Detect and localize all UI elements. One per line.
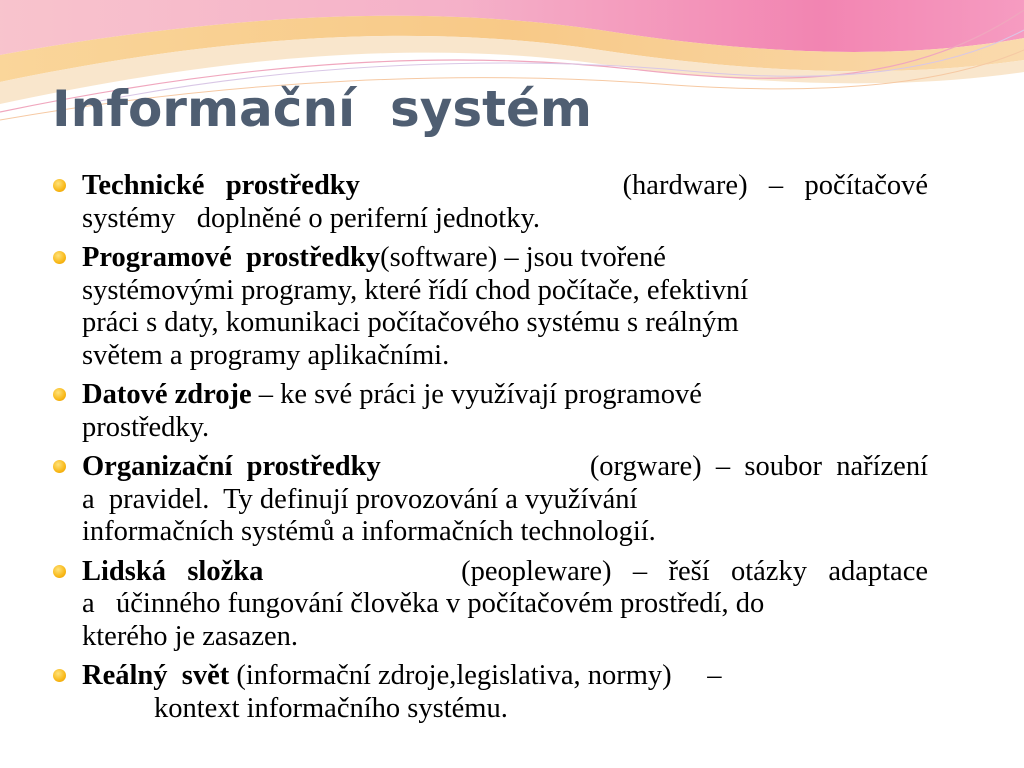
bullet-text: (orgware) – soubor nařízení — [589, 451, 928, 482]
bullet-dot-icon — [53, 460, 66, 473]
bullet-term: Programové prostředky — [82, 242, 381, 273]
bullet-text: (hardware) – počítačové — [622, 170, 928, 201]
bullet-item-orgware — [52, 451, 952, 549]
bullet-dot-icon — [53, 179, 66, 192]
bullet-dot-icon — [53, 565, 66, 578]
bullet-line — [82, 242, 952, 275]
bullet-text: a pravidel. Ty definují provozování a využívání — [82, 483, 638, 515]
bullet-line — [82, 379, 952, 412]
bullet-term: Lidská složka — [82, 555, 264, 587]
bullet-dot-icon — [53, 388, 66, 401]
bullet-dot-icon — [53, 251, 66, 264]
slide-title: Informační systém — [52, 80, 593, 138]
bullet-item-real-world — [52, 660, 952, 725]
bullet-line — [82, 660, 952, 693]
bullet-item-hardware — [52, 170, 952, 235]
bullet-line — [82, 451, 928, 484]
bullet-text: (peopleware) – řeší otázky adaptace — [461, 555, 928, 587]
bullet-text: (software) – jsou tvořené — [380, 242, 666, 273]
bullet-text: prostředky. — [82, 411, 210, 443]
bullet-line — [82, 556, 928, 589]
bullet-dot-icon — [53, 669, 66, 682]
bullet-term: Organizační prostředky — [82, 451, 381, 482]
bullet-text: – ke své práci je využívají programové — [251, 379, 702, 410]
bullet-line — [82, 170, 928, 203]
bullet-list — [52, 170, 952, 732]
bullet-text: (informační zdroje,legislativa, normy) – — [229, 660, 722, 691]
bullet-text: kontext informačního systému. — [154, 692, 508, 724]
bullet-text: systémovými programy, které řídí chod počítače, efektivní — [82, 274, 749, 306]
bullet-text: systémy doplněné o periferní jednotky. — [82, 202, 541, 234]
bullet-text: informačních systémů a informačních technologií. — [82, 516, 656, 547]
bullet-text: práci s daty, komunikaci počítačového systému s reálným — [82, 307, 739, 338]
bullet-term: Datové zdroje — [82, 379, 252, 410]
bullet-text: světem a programy aplikačními. — [82, 339, 450, 371]
bullet-term: Technické prostředky — [82, 170, 360, 201]
bullet-text: kterého je zasazen. — [82, 620, 298, 652]
bullet-text: a účinného fungování člověka v počítačovém prostředí, do — [82, 588, 765, 619]
bullet-item-software — [52, 242, 952, 372]
bullet-item-data-sources — [52, 379, 952, 444]
bullet-item-peopleware — [52, 556, 952, 654]
bullet-term: Reálný svět — [82, 660, 230, 691]
